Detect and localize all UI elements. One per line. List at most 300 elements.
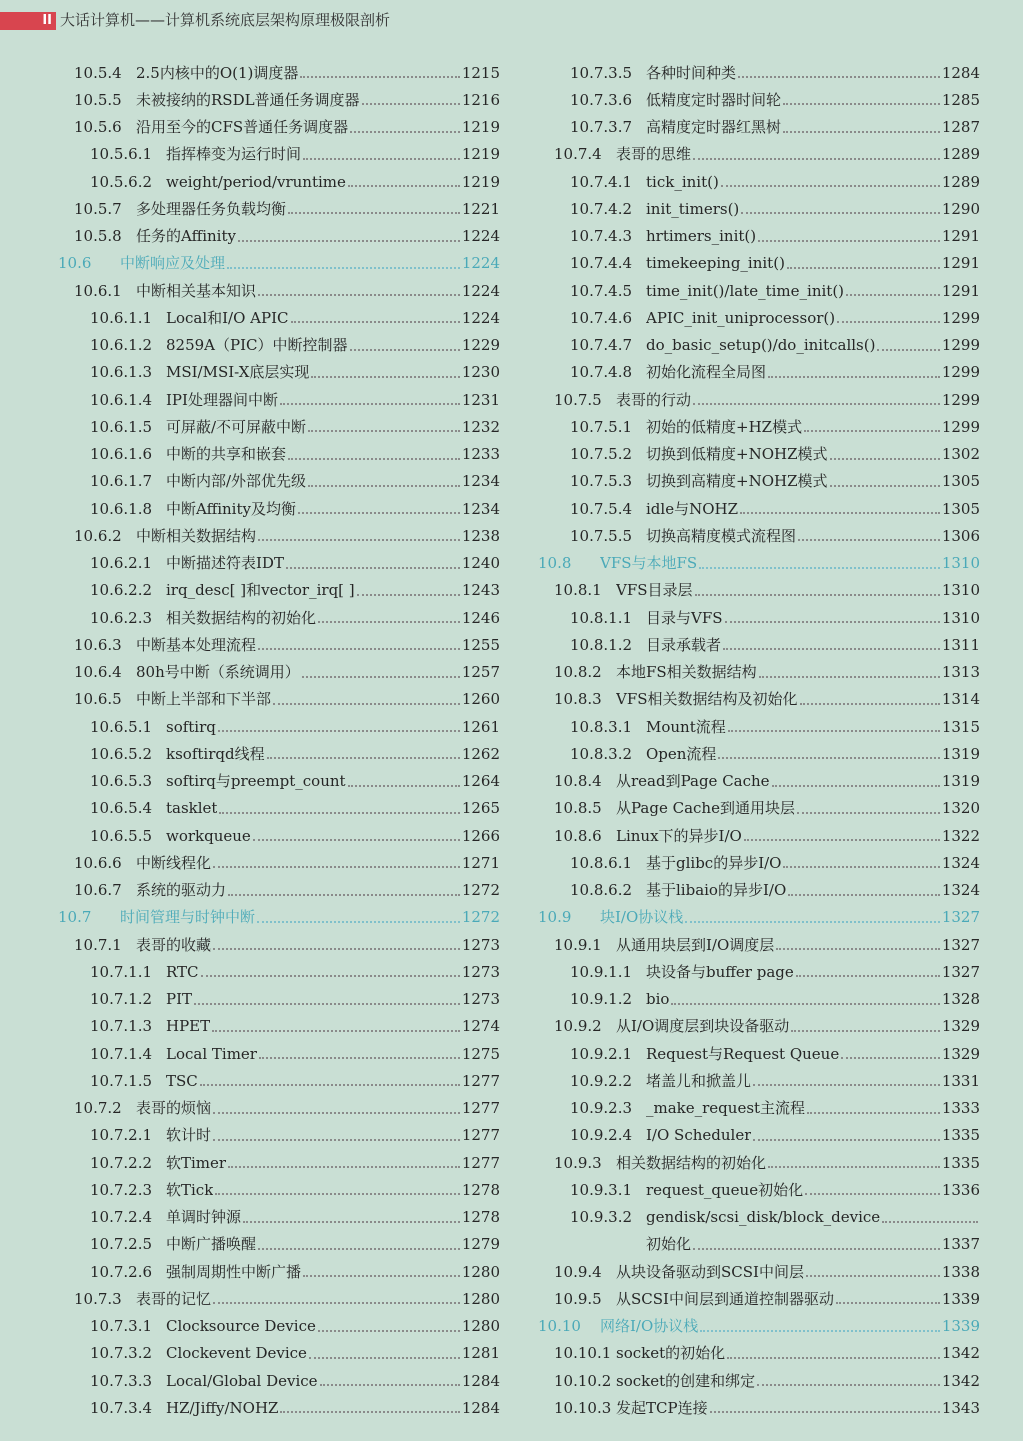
toc-leader-dots bbox=[300, 75, 459, 78]
toc-leader-dots bbox=[699, 566, 940, 569]
toc-entry-page: 1335 bbox=[941, 1153, 980, 1172]
toc-entry-title: Clockevent Device bbox=[166, 1344, 307, 1363]
toc-entry bbox=[538, 1394, 980, 1421]
toc-entry-title: IPI处理器间中断 bbox=[166, 390, 278, 409]
toc-leader-dots bbox=[836, 1301, 940, 1304]
toc-leader-dots bbox=[791, 1029, 940, 1032]
toc-entry-number: 10.6.5.5 bbox=[90, 826, 153, 845]
toc-entry-number: 10.7.3.7 bbox=[570, 118, 633, 137]
toc-entry-number: 10.7.3.1 bbox=[90, 1317, 153, 1336]
toc-entry bbox=[58, 713, 500, 740]
toc-entry-title: 基于libaio的异步I/O bbox=[646, 881, 787, 900]
toc-entry-page: 1224 bbox=[461, 254, 500, 273]
toc-entry-page: 1266 bbox=[461, 826, 500, 845]
toc-leader-dots bbox=[744, 838, 940, 841]
toc-entry-title: 目录承载者 bbox=[646, 635, 722, 654]
toc-leader-dots bbox=[728, 729, 940, 732]
toc-entry-number: 10.7.4 bbox=[554, 145, 602, 164]
toc-leader-dots bbox=[788, 893, 940, 896]
toc-entry-number: 10.6.6 bbox=[74, 853, 122, 872]
toc-entry bbox=[58, 386, 500, 413]
toc-leader-dots bbox=[787, 266, 940, 269]
toc-leader-dots bbox=[807, 1111, 940, 1114]
toc-entry-page: 1232 bbox=[461, 417, 500, 436]
toc-leader-dots bbox=[280, 402, 460, 405]
toc-leader-dots bbox=[725, 620, 940, 623]
toc-entry bbox=[538, 740, 980, 767]
toc-entry-number: 10.7.2.1 bbox=[90, 1126, 153, 1145]
toc-entry-page: 1284 bbox=[461, 1371, 500, 1390]
toc-entry-page: 1224 bbox=[461, 308, 500, 327]
toc-entry-number: 10.7.1.4 bbox=[90, 1044, 153, 1063]
toc-entry-number: 10.7.2.6 bbox=[90, 1262, 153, 1281]
toc-entry-number: 10.6.1 bbox=[74, 281, 122, 300]
toc-leader-dots bbox=[259, 1056, 460, 1059]
toc-entry-page: 1230 bbox=[461, 363, 500, 382]
toc-entry-title: 软Timer bbox=[166, 1153, 227, 1172]
toc-entry-number: 10.10.3 bbox=[554, 1398, 612, 1417]
toc-entry-title: 中断的共享和嵌套 bbox=[166, 445, 287, 464]
toc-entry-page: 1275 bbox=[461, 1044, 500, 1063]
toc-entry bbox=[58, 359, 500, 386]
toc-entry-page: 1278 bbox=[461, 1180, 500, 1199]
toc-entry-number: 10.8.6 bbox=[554, 826, 602, 845]
toc-entry-number: 10.8.5 bbox=[554, 799, 602, 818]
toc-entry-page: 1299 bbox=[941, 308, 980, 327]
toc-entry-number: 10.7.4.3 bbox=[570, 227, 633, 246]
toc-leader-dots bbox=[258, 1247, 460, 1250]
toc-entry bbox=[538, 441, 980, 468]
toc-leader-dots bbox=[219, 811, 459, 814]
toc-leader-dots bbox=[671, 1002, 939, 1005]
toc-entry-page: 1280 bbox=[461, 1289, 500, 1308]
toc-entry-number: 10.6.4 bbox=[74, 663, 122, 682]
toc-entry bbox=[538, 1258, 980, 1285]
toc-entry-title: softirq bbox=[166, 717, 216, 736]
toc-entry-title: 沿用至今的CFS普通任务调度器 bbox=[136, 118, 349, 137]
toc-entry bbox=[58, 495, 500, 522]
toc-entry-page: 1331 bbox=[941, 1071, 980, 1090]
toc-entry bbox=[538, 1095, 980, 1122]
toc-entry bbox=[58, 468, 500, 495]
toc-entry bbox=[58, 413, 500, 440]
toc-entry bbox=[538, 332, 980, 359]
toc-entry-title: 中断描述符表IDT bbox=[166, 554, 284, 573]
toc-entry bbox=[58, 822, 500, 849]
toc-leader-dots bbox=[280, 1410, 459, 1413]
toc-entry-page: 1314 bbox=[941, 690, 980, 709]
toc-leader-dots bbox=[721, 184, 940, 187]
toc-entry-number: 10.7.3.5 bbox=[570, 63, 633, 82]
toc-entry-title: 切换到低精度+NOHZ模式 bbox=[646, 445, 828, 464]
toc-entry-page: 1219 bbox=[461, 145, 500, 164]
toc-entry-number: 10.7.2.2 bbox=[90, 1153, 153, 1172]
toc-leader-dots bbox=[348, 184, 460, 187]
toc-entry-page: 1277 bbox=[461, 1126, 500, 1145]
toc-leader-dots bbox=[253, 838, 460, 841]
toc-entry-page: 1264 bbox=[461, 772, 500, 791]
toc-entry-page: 1277 bbox=[461, 1099, 500, 1118]
toc-entry-title: 切换高精度模式流程图 bbox=[646, 526, 797, 545]
toc-entry-number: 10.7.4.8 bbox=[570, 363, 633, 382]
toc-entry-title: VFS相关数据结构及初始化 bbox=[616, 690, 798, 709]
toc-entry bbox=[538, 114, 980, 141]
toc-entry-number: 10.7.5.2 bbox=[570, 445, 633, 464]
toc-entry bbox=[58, 332, 500, 359]
toc-entry-number: 10.6.2.3 bbox=[90, 608, 153, 627]
toc-entry-page: 1291 bbox=[941, 254, 980, 273]
toc-entry-title: 中断响应及处理 bbox=[120, 254, 226, 273]
toc-leader-dots bbox=[757, 1383, 940, 1386]
toc-leader-dots bbox=[311, 375, 459, 378]
toc-entry-title: 网络I/O协议栈 bbox=[600, 1317, 699, 1336]
toc-entry-title: Local和I/O APIC bbox=[166, 308, 289, 327]
toc-entry-page: 1240 bbox=[461, 554, 500, 573]
toc-entry-page: 1289 bbox=[941, 145, 980, 164]
toc-entry-page: 1299 bbox=[941, 417, 980, 436]
toc-entry-title: time_init()/late_time_init() bbox=[646, 281, 845, 300]
toc-entry-number: 10.8.3.1 bbox=[570, 717, 633, 736]
toc-entry-number: 10.10 bbox=[538, 1317, 581, 1336]
toc-entry-number: 10.8.4 bbox=[554, 772, 602, 791]
toc-entry-page: 1216 bbox=[461, 90, 500, 109]
toc-entry bbox=[538, 986, 980, 1013]
toc-entry-page: 1327 bbox=[941, 908, 980, 927]
toc-leader-dots bbox=[741, 211, 940, 214]
toc-entry-page: 1243 bbox=[461, 581, 500, 600]
toc-entry-title: 软计时 bbox=[166, 1126, 212, 1145]
toc-entry-title: VFS目录层 bbox=[616, 581, 693, 600]
toc-entry bbox=[58, 1367, 500, 1394]
toc-entry-number: 10.9.1.2 bbox=[570, 990, 633, 1009]
toc-leader-dots bbox=[805, 1192, 940, 1195]
toc-leader-dots bbox=[710, 1410, 940, 1413]
toc-leader-dots bbox=[798, 538, 940, 541]
toc-entry-number: 10.7.1 bbox=[74, 935, 122, 954]
toc-entry-page: 1231 bbox=[461, 390, 500, 409]
toc-leader-dots bbox=[804, 429, 940, 432]
toc-entry-number: 10.7.5.1 bbox=[570, 417, 633, 436]
toc-entry bbox=[58, 114, 500, 141]
toc-leader-dots bbox=[783, 865, 939, 868]
toc-entry-page: 1291 bbox=[941, 227, 980, 246]
toc-entry-title: 从通用块层到I/O调度层 bbox=[616, 935, 775, 954]
toc-entry-page: 1339 bbox=[941, 1317, 980, 1336]
toc-entry-title: socket的初始化 bbox=[616, 1344, 726, 1363]
toc-entry-page: 1306 bbox=[941, 526, 980, 545]
toc-entry-number: 10.8.3.2 bbox=[570, 744, 633, 763]
toc-entry-page: 1273 bbox=[461, 990, 500, 1009]
toc-entry-page: 1302 bbox=[941, 445, 980, 464]
toc-leader-dots bbox=[318, 1329, 460, 1332]
toc-leader-dots bbox=[783, 130, 940, 133]
toc-entry-title: 初始的低精度+HZ模式 bbox=[646, 417, 803, 436]
toc-entry-number: 10.6.2.2 bbox=[90, 581, 153, 600]
toc-entry bbox=[538, 768, 980, 795]
toc-leader-dots bbox=[796, 974, 940, 977]
toc-leader-dots bbox=[227, 266, 460, 269]
toc-entry-page: 1277 bbox=[461, 1153, 500, 1172]
toc-entry bbox=[538, 59, 980, 86]
toc-entry-page: 1273 bbox=[461, 935, 500, 954]
toc-leader-dots bbox=[320, 1383, 460, 1386]
toc-entry-title: 表哥的收藏 bbox=[136, 935, 212, 954]
toc-entry bbox=[538, 686, 980, 713]
toc-entry bbox=[58, 1013, 500, 1040]
toc-entry bbox=[58, 141, 500, 168]
toc-entry-number: 10.6.1.7 bbox=[90, 472, 153, 491]
toc-entry-title: I/O Scheduler bbox=[646, 1126, 752, 1145]
toc-entry-title: 中断基本处理流程 bbox=[136, 635, 257, 654]
toc-entry-number: 10.6.5.4 bbox=[90, 799, 153, 818]
toc-entry-title: 表哥的行动 bbox=[616, 390, 692, 409]
toc-entry-title: 本地FS相关数据结构 bbox=[616, 663, 757, 682]
toc-leader-dots bbox=[201, 974, 460, 977]
toc-leader-dots bbox=[753, 1083, 940, 1086]
toc-leader-dots bbox=[215, 1192, 460, 1195]
toc-entry-number: 10.5.5 bbox=[74, 90, 122, 109]
toc-entry-page: 1342 bbox=[941, 1371, 980, 1390]
toc-entry-page: 1299 bbox=[941, 390, 980, 409]
toc-left-column bbox=[58, 59, 500, 1422]
toc-entry-number: 10.8.1.2 bbox=[570, 635, 633, 654]
toc-entry-title: init_timers() bbox=[646, 199, 740, 218]
toc-leader-dots bbox=[213, 865, 460, 868]
toc-entry-page: 1319 bbox=[941, 744, 980, 763]
toc-leader-dots bbox=[288, 211, 460, 214]
toc-leader-dots bbox=[357, 593, 460, 596]
toc-entry-page: 1278 bbox=[461, 1208, 500, 1227]
toc-entry bbox=[58, 795, 500, 822]
toc-entry bbox=[538, 795, 980, 822]
toc-entry bbox=[58, 59, 500, 86]
toc-entry bbox=[58, 1394, 500, 1421]
toc-leader-dots bbox=[298, 511, 460, 514]
toc-leader-dots bbox=[740, 511, 940, 514]
toc-entry-title: gendisk/scsi_disk/block_device bbox=[646, 1208, 881, 1227]
toc-leader-dots bbox=[243, 1220, 460, 1223]
toc-entry bbox=[58, 931, 500, 958]
toc-entry-title: 8259A（PIC）中断控制器 bbox=[166, 336, 348, 355]
toc-entry-title: 各种时间种类 bbox=[646, 63, 737, 82]
toc-entry-page: 1337 bbox=[941, 1235, 980, 1254]
toc-leader-dots bbox=[806, 1274, 940, 1277]
toc-leader-dots bbox=[723, 647, 940, 650]
toc-entry-page: 1224 bbox=[461, 227, 500, 246]
toc-entry-page: 1221 bbox=[461, 199, 500, 218]
toc-entry bbox=[538, 223, 980, 250]
toc-entry-number: 10.9.1.1 bbox=[570, 962, 633, 981]
toc-entry-number: 10.9.5 bbox=[554, 1289, 602, 1308]
toc-entry-title: Open流程 bbox=[646, 744, 717, 763]
toc-leader-dots bbox=[877, 348, 939, 351]
toc-leader-dots bbox=[350, 348, 460, 351]
toc-entry bbox=[538, 1204, 980, 1231]
toc-leader-dots bbox=[258, 293, 460, 296]
toc-entry-page: 1281 bbox=[461, 1344, 500, 1363]
toc-leader-dots bbox=[213, 1138, 460, 1141]
toc-leader-dots bbox=[768, 1165, 940, 1168]
toc-entry-title: 从Page Cache到通用块层 bbox=[616, 799, 795, 818]
toc-entry-page: 1320 bbox=[941, 799, 980, 818]
toc-entry-number: 10.9.2.2 bbox=[570, 1071, 633, 1090]
toc-entry bbox=[58, 1204, 500, 1231]
toc-entry-number: 10.6.5.3 bbox=[90, 772, 153, 791]
toc-entry-page: 1310 bbox=[941, 608, 980, 627]
toc-entry bbox=[538, 604, 980, 631]
toc-entry-number: 10.5.4 bbox=[74, 63, 122, 82]
toc-leader-dots bbox=[727, 1356, 940, 1359]
toc-entry bbox=[538, 86, 980, 113]
toc-entry bbox=[538, 822, 980, 849]
toc-entry-page: 1279 bbox=[461, 1235, 500, 1254]
toc-entry-number: 10.7.4.4 bbox=[570, 254, 633, 273]
toc-entry-title: 2.5内核中的O(1)调度器 bbox=[136, 63, 299, 82]
toc-entry-title: 表哥的烦恼 bbox=[136, 1099, 212, 1118]
toc-right-column bbox=[538, 59, 980, 1422]
toc-entry-number: 10.7.5.3 bbox=[570, 472, 633, 491]
toc-entry-title: ksoftirqd线程 bbox=[166, 744, 265, 763]
toc-entry-page: 1255 bbox=[461, 635, 500, 654]
toc-entry bbox=[58, 1285, 500, 1312]
toc-entry-page: 1343 bbox=[941, 1398, 980, 1417]
toc-leader-dots bbox=[700, 1329, 940, 1332]
toc-entry-number: 10.9.4 bbox=[554, 1262, 602, 1281]
toc-entry-number: 10.6.1.6 bbox=[90, 445, 153, 464]
toc-leader-dots bbox=[693, 157, 940, 160]
toc-entry-number: 10.6.1.2 bbox=[90, 336, 153, 355]
toc-leader-dots bbox=[695, 593, 940, 596]
toc-entry-page: 1310 bbox=[941, 554, 980, 573]
toc-leader-dots bbox=[758, 239, 940, 242]
toc-entry-page: 1272 bbox=[461, 881, 500, 900]
toc-entry bbox=[58, 1040, 500, 1067]
toc-entry-title: 低精度定时器时间轮 bbox=[646, 90, 782, 109]
toc-leader-dots bbox=[302, 675, 460, 678]
toc-entry-number: 10.7.2.3 bbox=[90, 1180, 153, 1199]
toc-leader-dots bbox=[362, 102, 460, 105]
toc-entry bbox=[538, 168, 980, 195]
toc-entry bbox=[538, 359, 980, 386]
toc-entry-title: request_queue初始化 bbox=[646, 1180, 804, 1199]
toc-entry-page: 1329 bbox=[941, 1044, 980, 1063]
toc-entry-number: 10.8.2 bbox=[554, 663, 602, 682]
toc-entry-page: 1277 bbox=[461, 1071, 500, 1090]
toc-entry-page: 1339 bbox=[941, 1289, 980, 1308]
toc-leader-dots bbox=[882, 1220, 978, 1223]
toc-entry-number: 10.7.2.4 bbox=[90, 1208, 153, 1227]
toc-entry-title: 从I/O调度层到块设备驱动 bbox=[616, 1017, 790, 1036]
toc-entry-title: idle与NOHZ bbox=[646, 499, 738, 518]
toc-entry bbox=[538, 1176, 980, 1203]
toc-entry bbox=[58, 849, 500, 876]
toc-entry-number: 10.10.2 bbox=[554, 1371, 612, 1390]
toc-leader-dots bbox=[228, 1165, 460, 1168]
toc-entry-title: weight/period/vruntime bbox=[166, 172, 346, 191]
toc-entry-number: 10.7.5 bbox=[554, 390, 602, 409]
toc-entry bbox=[538, 1340, 980, 1367]
toc-leader-dots bbox=[800, 702, 940, 705]
toc-entry-page: 1289 bbox=[941, 172, 980, 191]
toc-entry-page: 1219 bbox=[461, 172, 500, 191]
toc-entry-number: 10.8.6.2 bbox=[570, 881, 633, 900]
toc-entry-number: 10.8.3 bbox=[554, 690, 602, 709]
toc-entry-number: 10.5.6.2 bbox=[90, 172, 153, 191]
toc-entry-title: 多处理器任务负载均衡 bbox=[136, 199, 287, 218]
toc-entry-number: 10.5.6.1 bbox=[90, 145, 153, 164]
toc-leader-dots bbox=[718, 756, 939, 759]
toc-entry bbox=[58, 1095, 500, 1122]
toc-entry bbox=[58, 1149, 500, 1176]
toc-entry-title: bio bbox=[646, 990, 670, 1009]
toc-entry-title: 中断相关基本知识 bbox=[136, 281, 257, 300]
toc-entry bbox=[58, 223, 500, 250]
toc-entry-number: 10.5.7 bbox=[74, 199, 122, 218]
toc-entry-number: 10.8.6.1 bbox=[570, 853, 633, 872]
toc-entry bbox=[538, 1013, 980, 1040]
toc-entry bbox=[538, 631, 980, 658]
toc-leader-dots bbox=[200, 1083, 460, 1086]
toc-entry bbox=[58, 1340, 500, 1367]
toc-entry-page: 1280 bbox=[461, 1262, 500, 1281]
toc-entry-page: 1215 bbox=[461, 63, 500, 82]
toc-entry-page: 1246 bbox=[461, 608, 500, 627]
toc-entry-page: 1311 bbox=[941, 635, 980, 654]
toc-entry-title: 高精度定时器红黑树 bbox=[646, 118, 782, 137]
toc-entry-number: 10.7.4.1 bbox=[570, 172, 633, 191]
toc-entry-title: Mount流程 bbox=[646, 717, 726, 736]
toc-entry-page: 1284 bbox=[461, 1398, 500, 1417]
toc-leader-dots bbox=[257, 920, 460, 923]
toc-entry bbox=[58, 168, 500, 195]
toc-entry-title: 时间管理与时钟中断 bbox=[120, 908, 256, 927]
toc-entry-title: 中断上半部和下半部 bbox=[136, 690, 272, 709]
toc-entry-number: 10.9.3.1 bbox=[570, 1180, 633, 1199]
toc-entry-title: workqueue bbox=[166, 826, 251, 845]
toc-entry-title: 指挥棒变为运行时间 bbox=[166, 145, 302, 164]
toc-entry-page: 1233 bbox=[461, 445, 500, 464]
toc-entry-page: 1273 bbox=[461, 962, 500, 981]
toc-entry bbox=[538, 304, 980, 331]
toc-entry-number: 10.9.2.1 bbox=[570, 1044, 633, 1063]
toc-entry-page: 1234 bbox=[461, 499, 500, 518]
toc-entry-title: Request与Request Queue bbox=[646, 1044, 840, 1063]
toc-entry-number: 10.7.1.2 bbox=[90, 990, 153, 1009]
toc-entry-page: 1287 bbox=[941, 118, 980, 137]
page-number: II bbox=[42, 13, 52, 28]
toc-entry bbox=[58, 195, 500, 222]
toc-entry-page: 1229 bbox=[461, 336, 500, 355]
toc-entry-page: 1261 bbox=[461, 717, 500, 736]
toc-leader-dots bbox=[213, 1301, 460, 1304]
toc-entry-title: do_basic_setup()/do_initcalls() bbox=[646, 336, 876, 355]
toc-entry bbox=[58, 1231, 500, 1258]
toc-entry-number: 10.7 bbox=[58, 908, 92, 927]
toc-entry bbox=[538, 958, 980, 985]
toc-entry-page: 1310 bbox=[941, 581, 980, 600]
toc-leader-dots bbox=[350, 130, 460, 133]
toc-entry-number: 10.7.1.5 bbox=[90, 1071, 153, 1090]
toc-entry-page: 1327 bbox=[941, 962, 980, 981]
book-title: 大话计算机——计算机系统底层架构原理极限剖析 bbox=[60, 11, 391, 29]
toc-leader-dots bbox=[685, 920, 940, 923]
toc-leader-dots bbox=[213, 947, 460, 950]
toc-entry-title: softirq与preempt_count bbox=[166, 772, 346, 791]
toc-entry-title: 表哥的记忆 bbox=[136, 1289, 212, 1308]
toc-entry-number: 10.6.1.4 bbox=[90, 390, 153, 409]
toc-entry-number: 10.6.1.5 bbox=[90, 417, 153, 436]
toc-entry bbox=[58, 277, 500, 304]
